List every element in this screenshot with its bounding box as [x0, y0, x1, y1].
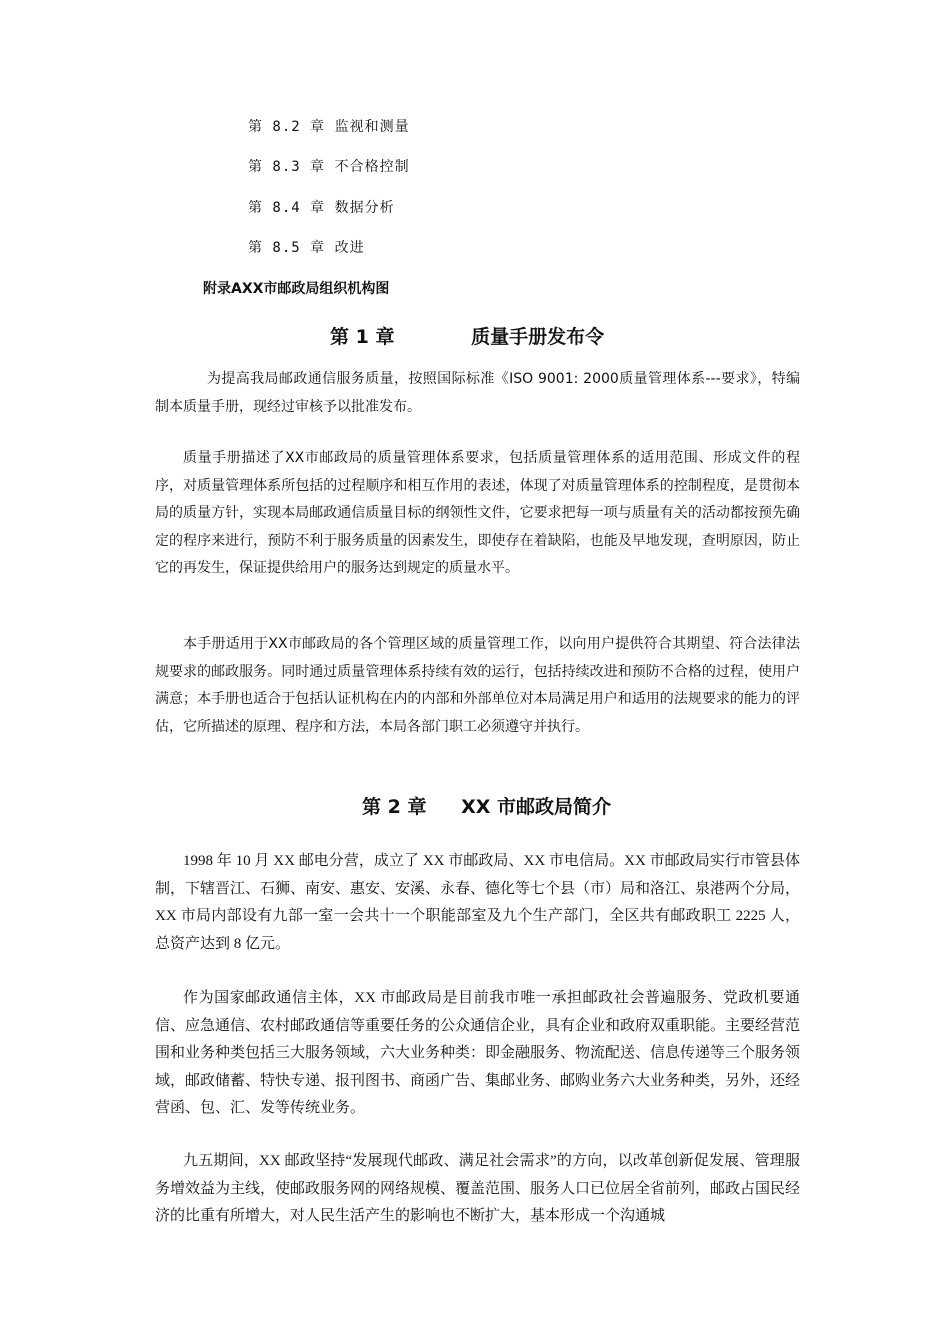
chapter-1-number: 第 1 章: [330, 326, 395, 348]
chapter-1-heading: [330, 322, 604, 349]
chapter-1-paragraph-2: 质量手册描述了XX市邮政局的质量管理体系要求，包括质量管理体系的适用范围、形成文件的程序，对质量管理体系所包括的过程顺序和相互作用的表述，体现了对质量管理体系的控制程度，是贯彻本局的质量方针，实现本局邮政通信质量目标的纲领性文件，它要求把每一项与质量有关的活动都按预先确定的程序来进行，预防不利于服务质量的因素发生，即使存在着缺陷，也能及早地发现，查明原因，防止它的再发生，保证提供给用户的服务达到规定的质量水平。: [155, 450, 800, 576]
toc-item-8-2: 第 8.2 章 监视和测量: [248, 119, 410, 135]
toc-appendix: 附录AXX市邮政局组织机构图: [203, 281, 390, 297]
chapter-1-paragraph-1: 为提高我局邮政通信服务质量，按照国际标准《ISO 9001: 2000质量管理体系---要求》，特编制本质量手册，现经过审核予以批准发布。: [155, 371, 800, 415]
chapter-2-paragraph-3: 九五期间，XX 邮政坚持“发展现代邮政、满足社会需求”的方向，以改革创新促发展、管理服务增效益为主线，使邮政服务网的网络规模、覆盖范围、服务人口已位居全省前列，邮政占国民经济的比重有所增大，对人民生活产生的影响也不断扩大，基本形成一个沟通城: [155, 1153, 801, 1224]
chapter-2-title: XX 市邮政局简介: [461, 796, 611, 818]
toc-item-8-5: 第 8.5 章 改进: [248, 240, 365, 256]
chapter-2-number: 第 2 章: [362, 796, 427, 818]
chapter-2-heading: [362, 792, 611, 819]
chapter-1-paragraph-3: 本手册适用于XX市邮政局的各个管理区域的质量管理工作，以向用户提供符合其期望、符合法律法规要求的邮政服务。同时通过质量管理体系持续有效的运行，包括持续改进和预防不合格的过程，使用户满意；本手册也适合于包括认证机构在内的内部和外部单位对本局满足用户和适用的法规要求的能力的评估，它所描述的原理、程序和方法，本局各部门职工必须遵守并执行。: [155, 636, 800, 735]
chapter-2-paragraph-2: 作为国家邮政通信主体，XX 市邮政局是目前我市唯一承担邮政社会普遍服务、党政机要通信、应急通信、农村邮政通信等重要任务的公众通信企业，具有企业和政府双重职能。主要经营范围和业务种类包括三大服务领域，六大业务种类：即金融服务、物流配送、信息传递等三个服务领域，邮政储蓄、特快专递、报刊图书、商函广告、集邮业务、邮购业务六大业务种类，另外，还经营函、包、汇、发等传统业务。: [155, 990, 801, 1116]
chapter-1-title: 质量手册发布令: [471, 326, 605, 348]
chapter-2-paragraph-1: 1998 年 10 月 XX 邮电分营，成立了 XX 市邮政局、XX 市电信局。XX 市邮政局实行市管县体制，下辖晋江、石狮、南安、惠安、安溪、永春、德化等七个县（市）局和洛江、泉港两个分局，XX 市局内部设有九部一室一会共十一个职能部室及九个生产部门，全区共有邮政职工 2225 人，总资产达到 8 亿元。: [155, 853, 801, 952]
toc-item-8-3: 第 8.3 章 不合格控制: [248, 159, 410, 175]
toc-item-8-4: 第 8.4 章 数据分析: [248, 200, 395, 216]
